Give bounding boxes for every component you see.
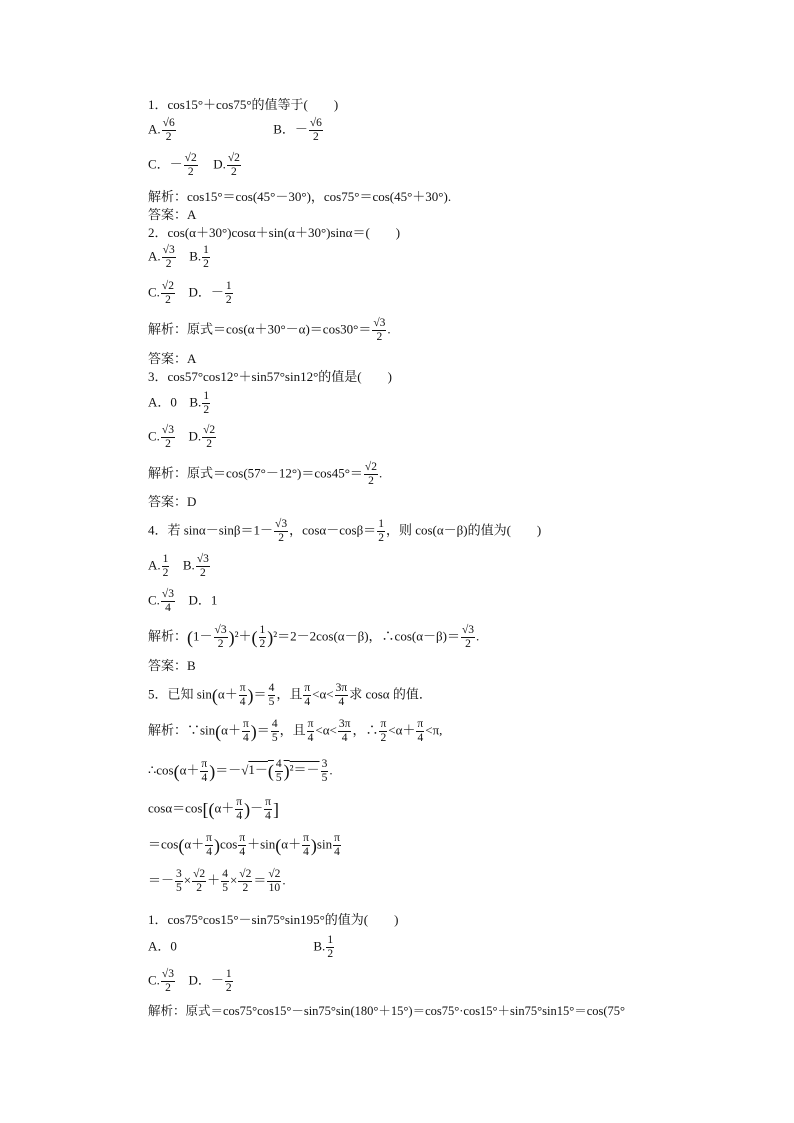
option-c-label: C. [148,972,160,988]
option-d-label: D. [213,156,226,172]
fraction: $\frac{\pi}{4}$ [242,718,249,744]
analysis-4: 解析：(1－ $\frac{√3}{2}$ )²＋( $\frac{1}{2}$ )²＝2－2cos(α－β)，∴cos(α－β)＝ $\frac{√3}{2}$ . [148,624,480,650]
fraction: $\frac{4}{5}$ [271,718,278,744]
fraction: $\frac{\pi}{4}$ [206,832,212,858]
option-b-label: B. [313,938,326,954]
fraction: $\frac{\pi}{4}$ [417,718,424,744]
options-6-ab [148,934,335,961]
fraction: $\frac{\pi}{4}$ [239,682,246,708]
question-1: 1．cos15°＋cos75°的值等于( ) [148,97,339,112]
answer-2: 答案：A [148,351,197,366]
answer-3: 答案：D [148,494,197,509]
fraction: $\frac{√3}{2}$ [161,424,174,450]
fraction: $\frac{√2}{10}$ [268,868,281,894]
fraction: $\frac{\pi}{4}$ [303,832,309,858]
options-2-cd [148,280,234,307]
fraction: $\frac{√3}{2}$ [275,518,288,544]
option-a: A．0 [148,938,177,954]
option-b-label: B. [189,248,202,264]
analysis-5-line-1: 解析：∵sin(α＋ $\frac{\pi}{4}$ )＝ $\frac{4}{5}$ ，且 $\frac{\pi}{4}$ <α< $\frac{3\pi}{4}$ ，∴ $\frac{\pi}{2}$ <α＋ $\frac{\pi}{4}$ <π, [148,718,443,744]
option-a: A．0 [148,394,177,410]
fraction: $\frac{√2}{2}$ [364,461,377,487]
analysis-3: 解析：原式＝cos(57°－12°)＝cos45°＝ $\frac{√2}{2}$ . [148,461,383,487]
fraction: $\frac{3\pi}{4}$ [338,718,351,744]
option-d-label: D．－ [188,284,224,300]
option-d-label: D．－ [188,972,224,988]
fraction: $\frac{1}{2}$ [327,934,334,960]
fraction: $\frac{√6}{2}$ [162,117,175,143]
question-3: 3．cos57°cos12°＋sin57°sin12°的值是( ) [148,369,392,384]
fraction: $\frac{1}{2}$ [259,624,266,650]
fraction: $\frac{4}{5}$ [275,758,282,784]
answer-1: 答案：A [148,207,197,222]
analysis-1: 解析：cos15°＝cos(45°－30°)，cos75°＝cos(45°＋30°). [148,189,452,204]
fraction: $\frac{√2}{2}$ [161,280,174,306]
option-c-label: C. [148,428,160,444]
fraction: $\frac{\pi}{4}$ [307,718,314,744]
options-1-cd [148,152,242,179]
answer-4: 答案：B [148,658,196,673]
fraction: $\frac{4}{5}$ [222,868,228,894]
fraction: $\frac{\pi}{4}$ [236,796,243,822]
option-a-label: A. [148,121,161,137]
fraction: $\frac{√3}{2}$ [373,317,386,343]
fraction: $\frac{\pi}{4}$ [334,832,340,858]
question-2: 2．cos(α＋30°)cosα＋sin(α＋30°)sinα＝( ) [148,225,401,240]
option-c-label: C. [148,284,160,300]
options-3-ab [148,390,211,417]
fraction: $\frac{1}{2}$ [378,518,384,544]
fraction: $\frac{\pi}{2}$ [380,718,387,744]
fraction: $\frac{√2}{2}$ [184,152,197,178]
fraction: $\frac{\pi}{4}$ [201,758,208,784]
option-c-label: C. [148,592,160,608]
fraction: $\frac{√6}{2}$ [309,117,322,143]
fraction: $\frac{\pi}{4}$ [265,796,271,822]
fraction: $\frac{√2}{2}$ [193,868,206,894]
option-a-label: A. [148,557,161,573]
option-a-label: A. [148,248,161,264]
options-4-ab [148,553,211,580]
fraction: $\frac{√2}{2}$ [203,424,216,450]
analysis-5-line-4: ＝cos(α＋ $\frac{\pi}{4}$ )cos $\frac{\pi}{4}$ ＋sin(α＋ $\frac{\pi}{4}$ )sin $\frac{\pi}{4}$ [148,832,340,858]
fraction: $\frac{1}{2}$ [225,968,232,994]
fraction: $\frac{√2}{2}$ [227,152,240,178]
fraction: $\frac{4}{5}$ [268,682,275,708]
option-d: D．1 [188,592,218,608]
sqrt: √1－( $\frac{4}{5}$ )²＝－ [241,758,320,784]
fraction: $\frac{\pi}{4}$ [239,832,246,858]
options-1-ab [148,117,324,144]
options-2-ab [148,244,211,271]
fraction: $\frac{√3}{2}$ [162,244,175,270]
option-b-label: B. [189,394,202,410]
options-6-cd [148,968,234,995]
question-4: 4．若 sinα－sinβ＝1－ $\frac{√3}{2}$ ，cosα－cosβ＝ $\frac{1}{2}$ ，则 cos(α－β)的值为( ) [148,518,542,544]
fraction: $\frac{1}{2}$ [225,280,232,306]
options-4-cd [148,588,217,615]
fraction: $\frac{1}{2}$ [203,244,209,270]
analysis-5-line-5: ＝－ $\frac{3}{5}$ × $\frac{√2}{2}$ ＋ $\frac{4}{5}$ × $\frac{√2}{2}$ ＝ $\frac{√2}{10}$ . [148,868,286,894]
fraction: $\frac{√3}{4}$ [161,588,174,614]
analysis-5-line-2: ∴cos(α＋ $\frac{\pi}{4}$ )＝－√1－( $\frac{4}{5}$ )²＝－ $\frac{3}{5}$ . [148,758,333,784]
question-6: 1．cos75°cos15°－sin75°sin195°的值为( ) [148,912,399,927]
fraction: $\frac{\pi}{4}$ [304,682,311,708]
analysis-2: 解析：原式＝cos(α＋30°－α)＝cos30°＝ $\frac{√3}{2}$ . [148,317,391,343]
fraction: $\frac{3}{5}$ [176,868,182,894]
fraction: $\frac{√3}{2}$ [461,624,475,650]
option-b-label: B．－ [273,121,308,137]
analysis-5-line-3: cosα＝cos[(α＋ $\frac{\pi}{4}$ )－ $\frac{\pi}{4}$ ] [148,796,279,822]
fraction: $\frac{√3}{2}$ [161,968,174,994]
options-3-cd [148,424,217,451]
fraction: $\frac{√2}{2}$ [239,868,252,894]
option-b-label: B. [182,557,195,573]
fraction: $\frac{3\pi}{4}$ [335,682,348,708]
fraction: $\frac{√3}{2}$ [196,553,209,579]
analysis-6: 解析：原式＝cos75°cos15°－sin75°sin(180°＋15°)＝cos75°·cos15°＋sin75°sin15°＝cos(75° [148,1004,626,1018]
option-c-label: C．－ [148,156,183,172]
fraction: $\frac{√3}{2}$ [214,624,227,650]
fraction: $\frac{1}{2}$ [203,390,210,416]
option-d-label: D. [188,428,202,444]
fraction: $\frac{3}{5}$ [321,758,328,784]
fraction: $\frac{1}{2}$ [162,553,169,579]
question-5: 5．已知 sin(α＋ $\frac{\pi}{4}$ )＝ $\frac{4}{5}$ ，且 $\frac{\pi}{4}$ <α< $\frac{3\pi}{4}$ 求 cosα 的值． [148,682,432,708]
